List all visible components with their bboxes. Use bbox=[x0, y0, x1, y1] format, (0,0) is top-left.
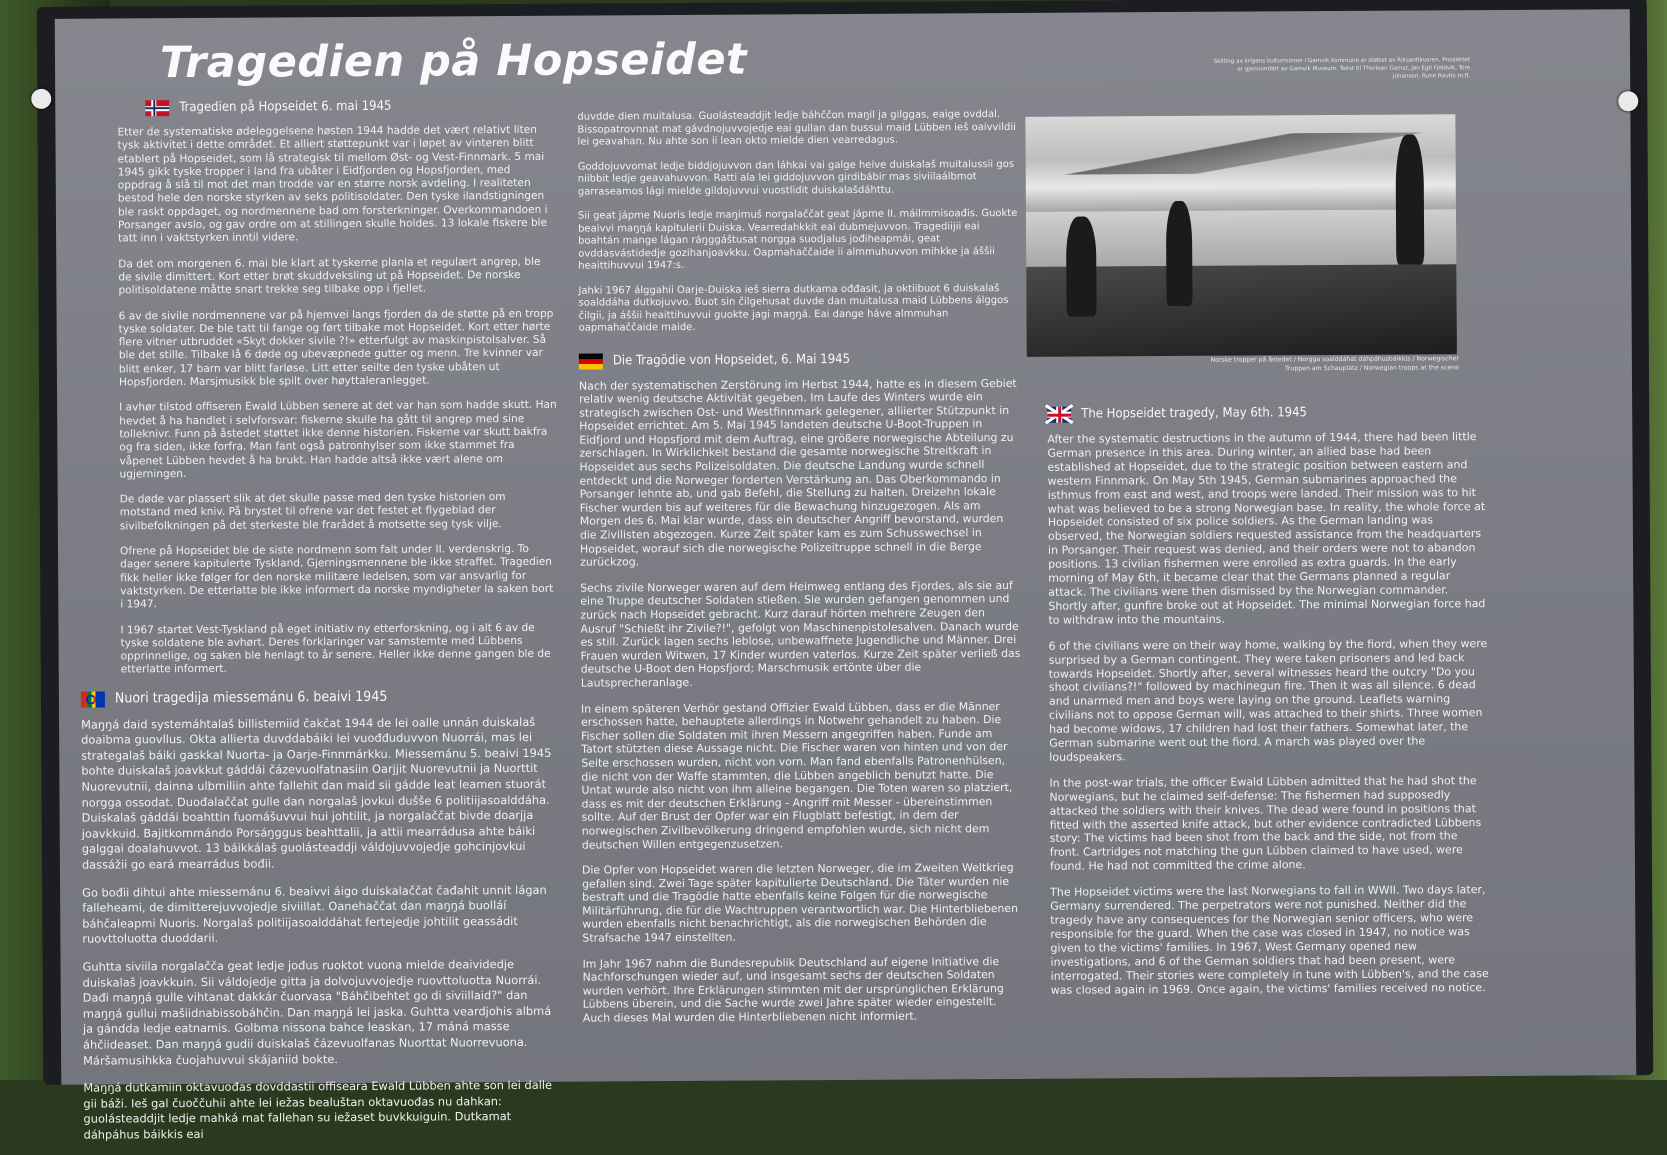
column-left bbox=[77, 94, 561, 1155]
norwegian-paragraph: I 1967 startet Vest-Tyskland på eget initiativ ny etterforskning, og i alt 6 av de tyske soldatene ble avhørt. Deres forklaringer var samstemte med Lübbens opprinnelige, og saken ble henlagt to år senere. Heller ikke denne gangen ble de etterlatte informert. bbox=[120, 621, 551, 676]
norwegian-paragraph: Etter de systematiske ødeleggelsene høsten 1944 hadde det vært relativt liten tysk aktivitet i dette området. Et alliert støttepunkt var i løpet av vinteren blitt etablert på Hopseidet, som lå strategisk til mellom Øst- og Vest-Finnmark. 5 mai 1945 gikk tyske tropper i land fra ubåter i Eidfjorden og Hopsfjorden, med oppdrag å slå til mot det man trodde var en større norsk avdeling. I realiteten bestod hele den norske styrken av seks politisoldater. Den tyske ilandstigningen ble raskt oppdaget, og nordmennene bad om forsterkninger. Overkommandoen i Porsanger avslo, og gav ordre om at stillingen skulle holdes. 13 lokale fiskere ble tatt inn i vaktstyrken inntil videre. bbox=[117, 123, 548, 245]
english-heading-text: The Hopseidet tragedy, May 6th. 1945 bbox=[1081, 405, 1308, 422]
german-heading-text: Die Tragödie von Hopseidet, 6. Mai 1945 bbox=[612, 351, 851, 369]
german-paragraph: Sechs zivile Norweger waren auf dem Heimweg entlang des Fjordes, als sie auf eine Truppe deutscher Soldaten stießen. Sie wurden gefangen genommen und zurück nach Hopseidet gebracht. Kurz darauf hörten mehrere Zeugen den Ausruf "Schießt ihr Zivile?!", gefolgt von Maschinenpistolesalven. Danach wurde es still. Zurück lagen sechs leblose, unbewaffnete Jugendliche und Männer. Drei Frauen wurden Witwen, 17 Kinder wurden vaterlos. Kurze Zeit später verließ das deutsche U-Boot den Hopsfjord; Marschmusik ertönte über die Lautsprecheranlage. bbox=[580, 578, 1021, 690]
sami-heading bbox=[81, 688, 559, 707]
sign-panel bbox=[55, 9, 1636, 1142]
column-middle bbox=[577, 109, 1023, 1037]
photo-soldier-figure bbox=[1066, 216, 1097, 316]
german-paragraph: In einem späteren Verhör gestand Offizier Ewald Lübben, dass er die Männer erschossen hatte, behauptete allerdings in Notwehr gehandelt zu haben. Die Fischer sollen die Soldaten mit ihren Messern angegriffen haben. Funde am Tatort stützten diese Aussage nicht. Die Fischer waren von hinten und von der Seite erschossen wurden, nicht von vorn. Man fand ebenfalls Patronenhülsen, die nicht von der Waffe stammten, die Lübben angeblich benutzt hatte. Die Untat wurde also nicht von ihm alleine begangen. Die Toten waren so platziert, dass es mit der deutschen Erklärung - Angriff mit Messer - übereinstimmen sollte. Auf der Brust der Opfer war ein Flugblatt befestigt, in dem der norwegischen Zivilbevölkerung dringend empfohlen wurde, sich nicht dem deutschen Willen entgegenzusetzen. bbox=[580, 699, 1013, 852]
historical-photo bbox=[1025, 114, 1456, 353]
german-body bbox=[579, 376, 1023, 1025]
germany-flag-icon bbox=[579, 353, 603, 369]
german-paragraph: Im Jahr 1967 nahm die Bundesrepublik Deutschland auf eigene Initiative die Nachforschungen wieder auf, und insgesamt sechs der deutschen Soldaten wurden verhört. Ihre Erklärungen stimmten mit der ursprünglichen Erklärung Lübbens überein, und die Sache wurde zwei Jahre später wieder eingestellt. Auch dieses Mal wurden die Hinterbliebenen nicht informiert. bbox=[582, 954, 1004, 1025]
photo-caption: Norske tropper på åstedet / Norgga soalddáhat dáhpáhusbáikkis / Norwegischer Truppen am Schauplatz / Norwegian troops at the scene bbox=[1210, 355, 1459, 373]
norwegian-heading bbox=[145, 98, 555, 117]
sami-heading-text: Nuori tragedija miessemánu 6. beaivi 1945 bbox=[114, 688, 388, 707]
norway-flag-icon bbox=[145, 100, 169, 116]
german-paragraph: Die Opfer von Hopseidet waren die letzten Norweger, die im Zweiten Weltkrieg gefallen sind. Zwei Tage später kapitulierte Deutschland. Die Täter wurden nie bestraft und die Tragödie hatte ebenfalls keine Folgen für die norwegische Militärführung, die für die Wachtruppen verantwortlich war. Die Hinterbliebenen wurden ebenfalls nicht benachrichtigt, als die norwegischen Behörden die Strafsache 1947 einstellten. bbox=[581, 861, 1019, 945]
photo-mountains bbox=[1025, 132, 1455, 175]
english-heading bbox=[1047, 404, 1487, 423]
column-right bbox=[1047, 400, 1491, 1009]
english-paragraph: In the post-war trials, the officer Ewald Lübben admitted that he had shot the Norwegians, but he claimed self-defense: The fishermen had supposedly attacked the soldiers with their knives. The dead were found in positions that fitted with the asserted knife attack, but other evidence contradicted Lübbens story: The victims had been shot from the back and the side, not from the front. Cartridges not matching the gun Lübben claimed to have used, were found. He had not committed the crime alone. bbox=[1049, 773, 1482, 874]
sign-title: Tragedien på Hopseidet bbox=[159, 34, 748, 89]
sami-paragraph: Goddojuvvomat ledje biddjojuvvon dan láhkai vai galge heive duiskalaš muitalussii gos niibbit ledje geavahuvvon. Ratti ala lei giddojuvvon girdibábir mas siviilaálbmot garraseamos lági mielde gildojuvvui vuostlidit duiskalašdáhttu. bbox=[577, 158, 1015, 198]
bolt-icon bbox=[31, 89, 51, 109]
credits-text: Skilting av krigens kulturminner i Gamvik kommune er støttet av Riksantikvaren. Prosjektet er gjennomført av Gamvik Museum. Tekst til Thorleen Gamst, Jan Egil Fjeldvik, Tore Johansen, Rune Rautio m.fl. bbox=[1213, 57, 1471, 80]
norwegian-paragraph: 6 av de sivile nordmennene var på hjemvei langs fjorden da de støtte på en tropp tyske soldater. De ble tatt til fange og ført tilbake mot Hopseidet. Kort etter hørte flere vitner utbruddet «Skyt dokker sivile ?!» etterfulgt av maskinpistolsalver. Så ble det stille. Tilbake lå 6 døde og ubevæpnede gutter og menn. Tre kvinner var blitt enker, 17 barn var blitt farløse. Litt etter seilte den tyske ubåten ut Hopsfjorden. Marsjmusikk ble spilt over høyttaleranlegget. bbox=[118, 307, 554, 389]
sami-paragraph: Maŋŋá daid systemáhtalaš billistemiid čakčat 1944 de lei oalle unnán duiskalaš doaibma guovllus. Okta allierta duvddabáiki lei vuođđuduvvon Nuorrái, mas lei strategalaš báiki gaskkal Nuorta- ja Oarje-Finnmárkku. Miessemánu 5. beaivi 1945 bohte duiskalaš joavkkut gáddái čázevuolfatnasiin Oarjjit Nuorevutnii ja Nuorttit Nuorevutnii, dainna ulbmiliin ahte fallehit dan maid sii gádde leat leamen stuorát norgga ossodat. Duođalaččat gulle dan norgalaš jovkui dušše 6 politiijasoalddáha. Duiskalaš gáddái boahttin fuomášuvvui hui johtilit, ja norgalaččat bivde doarjja joavkkuid. Bajitkommándo Porsáŋggus beahttalii, ja attii mearrádusa ahte báiki galggai doalahuvvot. 13 báikkálaš guolásteaddji váldojuvvojedje gohcinjovkui dassážii go eará mearrádus bođii. bbox=[81, 714, 552, 872]
english-paragraph: After the systematic destructions in the autumn of 1944, there had been little German presence in this area. During winter, an allied base had been established at Hopseidet, due to the strategic position between eastern and western Finnmark. On May 5th 1945, German submarines approached the isthmus from east and west, and troops were landed. Their mission was to hit what was believed to be a strong Norwegian base. In reality, the whole force at Hopseidet consisted of six police soldiers. As the German landing was observed, the Norwegian soldiers requested assistance from the headquarters in Porsanger. Their request was denied, and their orders were not to abandon positions. 13 civilian fishermen were enrolled as extra guards. In the early morning of May 6th, it became clear that the Germans planned a regular attack. The civilians were then dismissed by the Norwegian commander. Shortly after, gunfire broke out at Hopseidet. The minimal Norwegian force had to withdraw into the mountains. bbox=[1047, 430, 1486, 627]
norwegian-paragraph: De døde var plassert slik at det skulle passe med den tyske historien om motstand med kniv. På brystet til ofrene var det festet et flygeblad der sivilbefolkningen på det sterkeste ble frarådet å motsette seg tysk vilje. bbox=[119, 491, 506, 533]
sami-paragraph: Sii geat jápme Nuoris ledje maŋimuš norgalaččat geat jápme II. máilmmisoađis. Guokte beaivvi maŋŋá kapitulerii Duiska. Vearredahkkit eai dubmejuvvon. Tragediijii eai boahtán mange lágan ráŋggáštusat norgga suodjalus jođiheapmái, geat ovddasvástidedje gozihanjoavkku. Oapmahaččaide ii almmuhuvvon mihkke ja áššii heaittihuvvui 1947:s. bbox=[577, 207, 1018, 272]
norwegian-heading-text: Tragedien på Hopseidet 6. mai 1945 bbox=[179, 99, 392, 116]
sami-body bbox=[81, 714, 562, 1143]
sami-paragraph: Guhtta siviila norgalačča geat ledje jođus ruoktot vuona mielde deaividedje duiskalaš joavkkuin. Sii váldojedje gitta ja dolvojuvvojedje ruovttoluotta Nuorrái. Dađi maŋŋá gulle vihtanat dakkár čuorvasa "Báhčibehtet go di siviillaid?" dan maŋŋá gullui mašiidnabissobáhčin. Dan maŋŋá lei jaska. Guhtta veardjohis albmá ja gándda ledje eatnamis. Golbma nissona bahce leaskan, 17 máná masse áhčiideaset. Dan maŋŋá gudii duiskalaš čázevuolfanas Nuorttat Nuorrevuona. Máršamusihkka čuojahuvvui skájaniid bokte. bbox=[82, 957, 552, 1068]
sami-flag-icon bbox=[81, 691, 105, 707]
german-heading bbox=[579, 350, 1019, 369]
german-paragraph: Nach der systematischen Zerstörung im Herbst 1944, hatte es in diesem Gebiet relativ wenig deutsche Aktivität gegeben. Im Laufe des Winters wurde ein strategisch zwischen Ost- und Westfinnmark gelegener, alliierter Stützpunkt in Hopseidet errichtet. Am 5. Mai 1945 landeten deutsche U-Boot-Truppen in Eidfjord und Hopsfjord mit dem Auftrag, eine größere norwegische Abteilung zu zerschlagen. In Wirklichkeit bestand die gesamte norwegische Streitkraft in Hopseidet aus sechs Polizeisoldaten. Die deutsche Landung wurde schnell entdeckt und die Norweger forderten Verstärkung an. Das Oberkommando in Porsanger lehnte ab, und gab Befehl, die Stellung zu halten. Dreizehn lokale Fischer wurden bis auf weiteres für die Bewachung hinzugezogen. Als am Morgen des 6. Mai klar wurde, dass ein deutscher Angriff bevorstand, wurden die Zivilisten abgezogen. Kurze Zeit später kam es zum Schusswechsel in Hopseidet, worauf sich die norwegische Polizeitruppe schnell in die Berge zurückzog. bbox=[578, 376, 1017, 569]
norwegian-paragraph: I avhør tilstod offiseren Ewald Lübben senere at det var han som hadde skutt. Han hevdet å ha handlet i selvforsvar: fiskerne skulle ha gått til angrep med sine tolleknivr. Funn på åstedet støttet ikke denne historien. Fiskerne var skutt bakfra og fra siden, ikke forfra. Man fant også patronhylser som ikke stammet fra våpenet Lübben hevdet å ha brukt. Han hadde altså ikke vært alene om ugjerningen. bbox=[119, 399, 557, 481]
norwegian-paragraph: Da det om morgenen 6. mai ble klart at tyskerne planla et regulært angrep, ble de sivile dimittert. Kort etter brøt skuddveksling ut på Hopseidet. De norske politisoldatene måtte snart trekke seg tilbake opp i fjellet. bbox=[118, 255, 541, 297]
english-paragraph: 6 of the civilians were on their way home, walking by the fiord, when they were surprised by a German contingent. They were taken prisoners and led back towards Hopseidet. Shortly after, several witnesses heard the outcry "Do you shoot civilians?!" followed by machinegun fire. Then it was all silence. 6 dead and unarmed men and boys were laying on the ground. Leaflets warning civilians not to oppose German will, was attached to their shirts. Three women had become widows, 17 children had lost their fathers. Somewhat later, the German submarine went out the fiord. A march was played over the loudspeakers. bbox=[1048, 636, 1488, 764]
english-paragraph: The Hopseidet victims were the last Norwegians to fall in WWII. Two days later, Germany surrendered. The perpetrators were not punished. Neither did the tragedy have any consequences for the Norwegian senior officers, who were responsible for the guard. When the case was closed in 1947, no notice was given to the victims' families. In 1967, West Germany opened new investigations, and 6 of the German soldiers that had been present, were interrogated. Their stories were completely in tune with Lübben's, and the case was closed again in 1969. Once again, the victims' families received no notice. bbox=[1050, 883, 1489, 997]
photo-soldier-figure bbox=[1395, 134, 1424, 264]
sami-paragraph: Go bođii dihtui ahte miessemánu 6. beaivvi áigo duiskalaččat čađahit unnit lágan falleheami, de dimitterejuvvojedje siviillat. Oanehaččat dan maŋŋá buolláí báhčaleapmi Nuoris. Norgalaš politiijasoalddáhat fertejedje johtilit geassádit ruovttoluotta duoddarii. bbox=[82, 882, 547, 947]
bolt-icon bbox=[1618, 91, 1638, 111]
sami-paragraph: Maŋŋá dutkamiin oktavuođas dovddastii offiseara Ewald Lübben ahte son lei dalle gii báži. Ieš gal čuoččuhii ahte lei iežas bealuštan oktavuođas nu dahkan: guolásteaddjit ledje mahká mat fallehan su iežaset buvkkuiguin. Dutkamat dáhpáhus báikkis eai bbox=[83, 1077, 553, 1142]
sami-paragraph: Jahki 1967 álggahii Oarje-Duiska ieš sierra dutkama ođđasit, ja oktiibuot 6 duiskalaš soalddáha dutkojuvvo. Buot sin čilgehusat duvde dan muitalusa maid Lübbens álggos čilgii, ja áššii heaittihuvvui guokte jagi maŋŋá. Eai dange háve almmuhan oapmahaččaide maide. bbox=[578, 282, 1009, 334]
norwegian-paragraph: Ofrene på Hopseidet ble de siste nordmenn som falt under II. verdenskrig. To dager senere kapitulerte Tyskland. Gjerningsmennene ble ikke straffet. Tragedien fikk heller ikke følger for den norske militære ledelsen, som var ansvarlig for vaktstyrken. De etterlatte ble ikke informert da norske myndigheter la saken bort i 1947. bbox=[119, 542, 554, 611]
sami-continued-body bbox=[577, 109, 1018, 335]
uk-flag-icon bbox=[1047, 407, 1071, 423]
photo-soldier-figure bbox=[1166, 201, 1193, 306]
norwegian-body bbox=[77, 124, 558, 678]
sami-paragraph: duvdde dien muitalusa. Guolásteaddjit ledje báhččon maŋil ja gilggas, eaige ovddal. Bissopatrovnnat mat gávdnojuvvojedje eai gullan dan bussui maid Lübben ieš oaivvildii lei geavahan. Nu ahte son ii lean okto mielde dien vearredagus. bbox=[577, 109, 1016, 148]
